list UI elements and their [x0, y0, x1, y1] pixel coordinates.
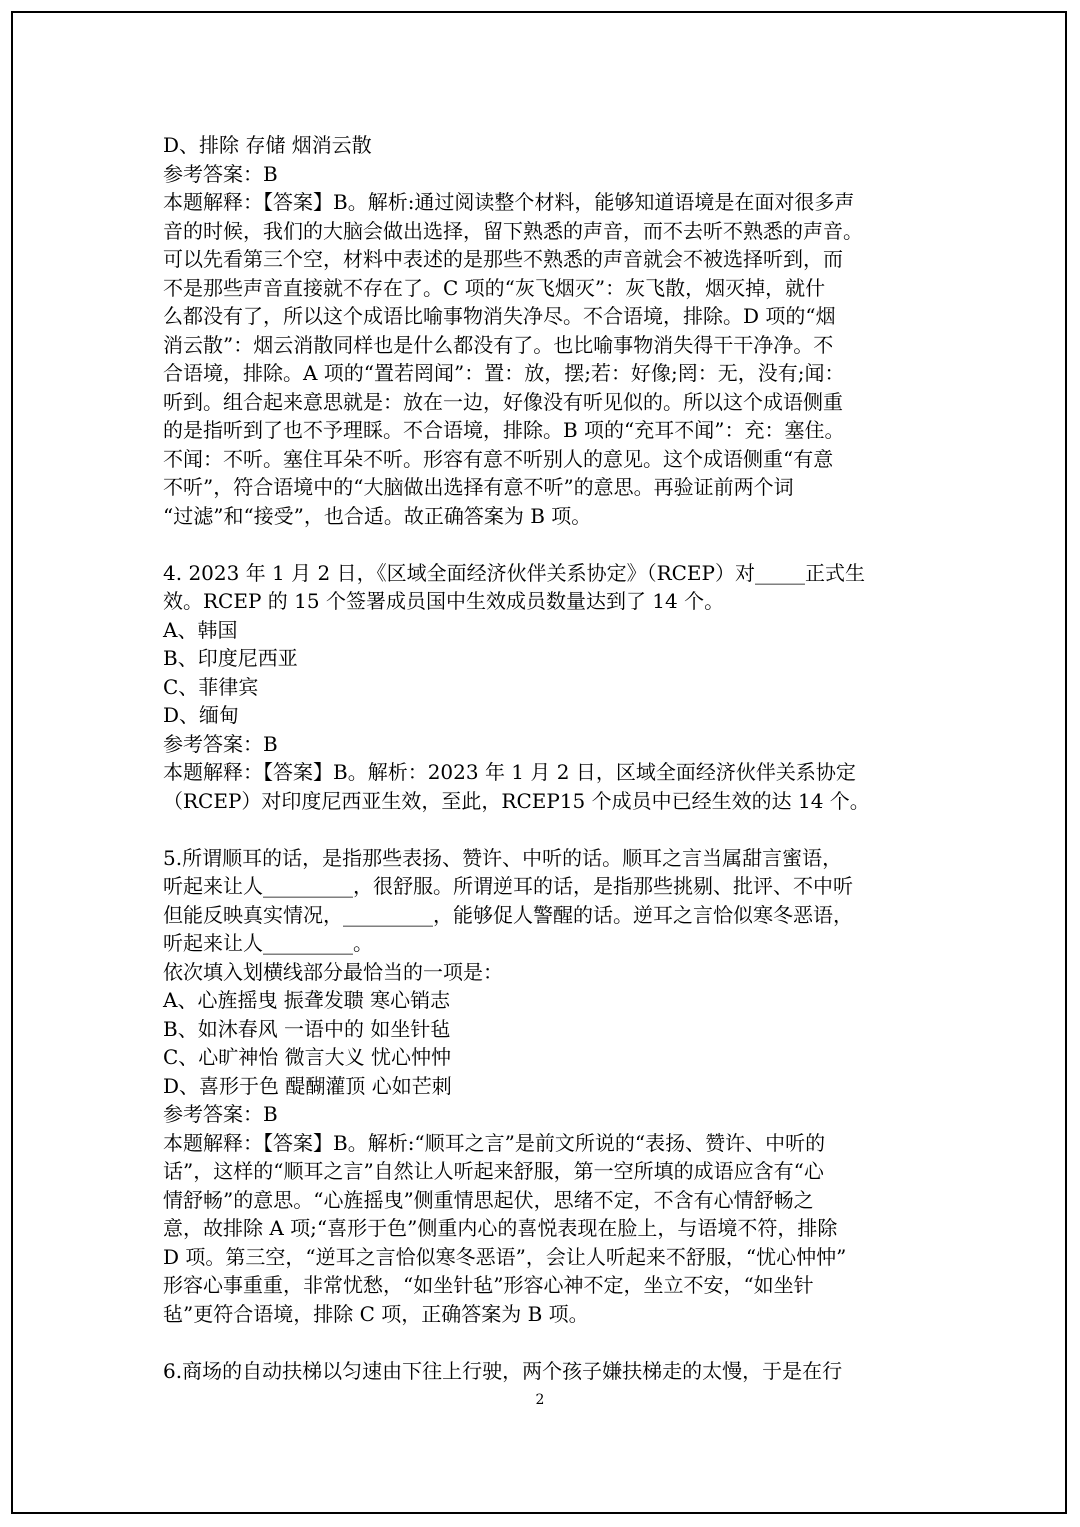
question-text: 6.商场的自动扶梯以匀速由下往上行驶，两个孩子嫌扶梯走的太慢，于是在行 — [163, 1358, 843, 1383]
option-d: D、排除 存储 烟消云散 — [163, 133, 372, 157]
explanation-line: 本题解释：【答案】B。解析：2023 年 1 月 2 日，区域全面经济伙伴关系协定 — [163, 760, 856, 784]
question-5 — [163, 844, 923, 1329]
option-c: C、心旷神怡 微言大义 忧心忡忡 — [163, 1045, 452, 1069]
explanation-line: （RCEP）对印度尼西亚生效，至此，RCEP15 个成员中已经生效的达 14 个。 — [163, 788, 870, 813]
explanation-line: 听到。组合起来意思就是：放在一边，好像没有听见似的。所以这个成语侧重 — [163, 389, 843, 414]
explanation-line: 意，故排除 A 项;“喜形于色”侧重内心的喜悦表现在脸上，与语境不符，排除 — [163, 1216, 838, 1240]
answer: 参考答案：B — [163, 1102, 278, 1126]
option-d: D、缅甸 — [163, 703, 240, 727]
option-a: A、心旌摇曳 振聋发聩 寒心销志 — [163, 988, 451, 1012]
explanation-line: 形容心事重重，非常忧愁，“如坐针毡”形容心神不定，坐立不安，“如坐针 — [163, 1273, 814, 1297]
document-body — [163, 131, 923, 1385]
explanation-line: 音的时候，我们的大脑会做出选择，留下熟悉的声音，而不去听不熟悉的声音。 — [163, 218, 863, 243]
option-c: C、菲律宾 — [163, 674, 259, 699]
question-prompt: 依次填入划横线部分最恰当的一项是： — [163, 959, 503, 984]
explanation-line: 毡”更符合语境，排除 C 项，正确答案为 B 项。 — [163, 1301, 589, 1326]
answer: 参考答案：B — [163, 731, 278, 756]
explanation-line: 的是指听到了也不予理睬。不合语境，排除。B 项的“充耳不闻”：充：塞住。 — [163, 418, 845, 442]
explanation-line: D 项。第三空，“逆耳之言恰似寒冬恶语”，会让人听起来不舒服，“忧心忡忡” — [163, 1244, 847, 1269]
question-text: 但能反映真实情况，_________，能够促人警醒的话。逆耳之言恰似寒冬恶语， — [163, 902, 853, 927]
explanation-line: 可以先看第三个空，材料中表述的是那些不熟悉的声音就会不被选择听到，而 — [163, 247, 843, 271]
explanation-line: 不听”，符合语境中的“大脑做出选择有意不听”的意思。再验证前两个词 — [163, 475, 794, 499]
option-a: A、韩国 — [163, 617, 238, 642]
page-number: 2 — [535, 1392, 545, 1408]
option-d: D、喜形于色 醍醐灌顶 心如芒刺 — [163, 1073, 452, 1098]
explanation-line: 合语境，排除。A 项的“置若罔闻”：置：放，摆;若：好像;罔：无，没有;闻： — [163, 361, 845, 385]
question-text: 4. 2023 年 1 月 2 日，《区域全面经济伙伴关系协定》（RCEP）对_____正式生 — [163, 560, 865, 585]
explanation-line: 不闻：不听。塞住耳朵不听。形容有意不听别人的意见。这个成语侧重“有意 — [163, 446, 834, 471]
question-4 — [163, 559, 923, 816]
explanation-line: 本题解释：【答案】B。解析:通过阅读整个材料，能够知道语境是在面对很多声 — [163, 190, 855, 214]
question-6 — [163, 1357, 923, 1386]
explanation-line: 话”，这样的“顺耳之言”自然让人听起来舒服，第一空所填的成语应含有“心 — [163, 1159, 824, 1183]
explanation-line: 情舒畅”的意思。“心旌摇曳”侧重情思起伏，思绪不定，不含有心情舒畅之 — [163, 1187, 814, 1212]
explanation-line: “过滤”和“接受”，也合适。故正确答案为 B 项。 — [163, 503, 592, 528]
option-b: B、如沐春风 一语中的 如坐针毡 — [163, 1016, 451, 1041]
explanation-line: 消云散”：烟云消散同样也是什么都没有了。也比喻事物消失得干干净净。不 — [163, 332, 834, 357]
explanation-line: 么都没有了，所以这个成语比喻事物消失净尽。不合语境，排除。D 项的“烟 — [163, 304, 836, 328]
question-text: 听起来让人_________，很舒服。所谓逆耳的话，是指那些挑剔、批评、不中听 — [163, 874, 853, 898]
explanation-line: 本题解释：【答案】B。解析:“顺耳之言”是前文所说的“表扬、赞许、中听的 — [163, 1130, 826, 1155]
option-b: B、印度尼西亚 — [163, 646, 298, 670]
answer: 参考答案：B — [163, 161, 278, 186]
question-text: 听起来让人_________。 — [163, 931, 373, 955]
explanation-line: 不是那些声音直接就不存在了。C 项的“灰飞烟灭”：灰飞散，烟灭掉，就什 — [163, 275, 826, 300]
question-text: 效。RCEP 的 15 个签署成员国中生效成员数量达到了 14 个。 — [163, 589, 725, 613]
question-text: 5.所谓顺耳的话，是指那些表扬、赞许、中听的话。顺耳之言当属甜言蜜语， — [163, 845, 843, 870]
question-3-tail — [163, 131, 923, 530]
